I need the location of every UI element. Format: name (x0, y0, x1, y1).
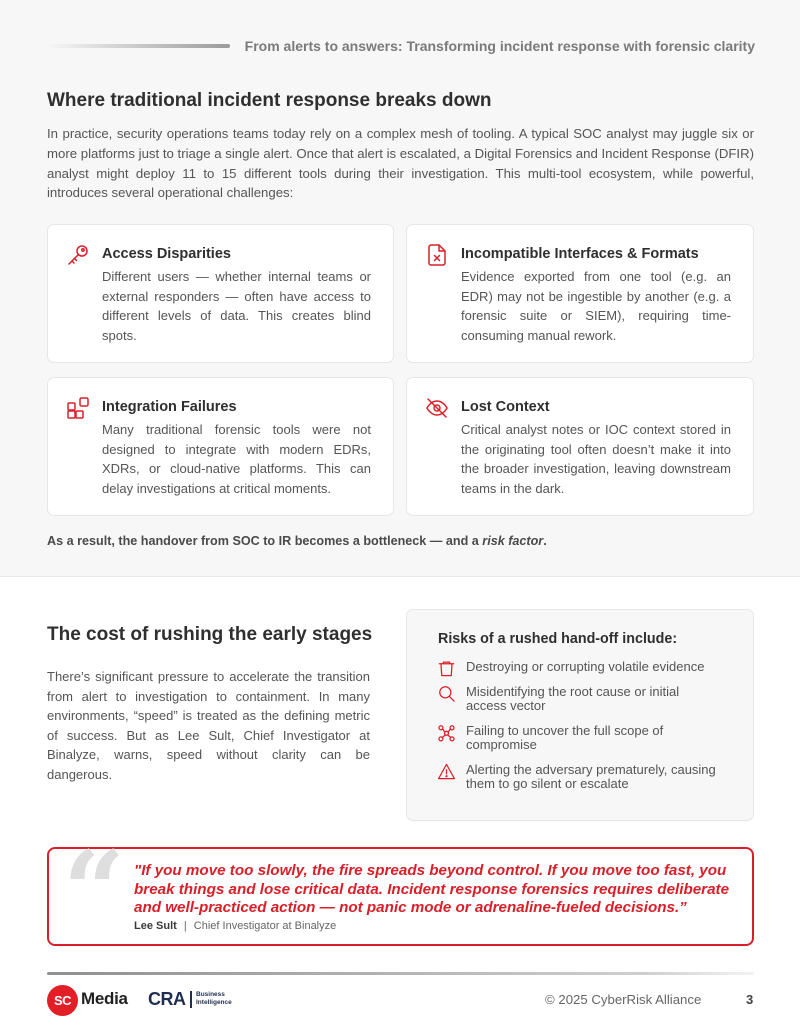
cra-logo-subtitle (196, 991, 256, 1006)
cra-sub-line-1: Business (196, 991, 225, 998)
page-number: 3 (746, 992, 754, 1007)
risk-text: Misidentifying the root cause or initial access vector (466, 683, 680, 713)
card-title: Incompatible Interfaces & Formats (461, 246, 699, 262)
eye-off-icon (425, 396, 449, 420)
result-statement (47, 534, 547, 548)
challenge-card-access (47, 224, 394, 363)
risk-text: Failing to uncover the full scope of compromise (466, 722, 664, 752)
challenge-card-formats (406, 224, 754, 363)
risks-title: Risks of a rushed hand-off include: (438, 631, 678, 647)
result-text: As a result, the handover from SOC to IR becomes a bottleneck — and a (47, 534, 483, 548)
card-body: Evidence exported from one tool (e.g. an EDR) may not be ingestible by another (e.g. a forensic suite or SIEM), requiring time-consuming manual rework. (461, 269, 731, 344)
header-rule (47, 44, 230, 48)
challenge-card-integration (47, 377, 394, 516)
search-icon (437, 684, 456, 703)
risk-text: Alerting the adversary prematurely, causing them to go silent or escalate (466, 761, 716, 791)
card-title: Lost Context (461, 399, 550, 415)
quote-attribution (134, 920, 336, 932)
cra-logo: CRA (148, 989, 186, 1009)
section-heading: Where traditional incident response breaks down (47, 90, 492, 111)
risk-item (437, 763, 722, 792)
key-icon (66, 243, 90, 267)
pull-quote (47, 828, 754, 954)
intro-paragraph: In practice, security operations teams today rely on a complex mesh of tooling. A typical SOC analyst may juggle six or more platforms just to triage a single alert. Once that alert is escalated, a Digital Forensics and Incident Response (DFIR) analyst might deploy 11 to 15 different tools during their investigation. This multi-tool ecosystem, while powerful, introduces several operational challenges: (47, 126, 754, 201)
card-body: Critical analyst notes or IOC context stored in the originating tool often doesn’t make it into the broader investigation, leaving downstream teams in the dark. (461, 422, 731, 497)
cost-paragraph: There’s significant pressure to accelerate the transition from alert to investigation to containment. In many environments, “speed” is treated as the defining metric of success. But as Lee Sult, Chief Investigator at Binalyze, warns, speed without clarity can be dangerous. (47, 669, 370, 782)
file-error-icon (425, 243, 449, 267)
risk-item (437, 724, 695, 753)
risk-item (437, 685, 707, 714)
running-header: From alerts to answers: Transforming incident response with forensic clarity (244, 38, 755, 54)
warning-icon (437, 762, 456, 781)
trash-icon (437, 659, 456, 678)
risks-panel (406, 609, 754, 821)
quote-mark-icon: “ (63, 828, 126, 954)
cra-logo-divider (190, 991, 192, 1008)
sc-media-logo: SC (47, 985, 78, 1016)
footer-rule (47, 972, 754, 975)
card-body: Many traditional forensic tools were not designed to integrate with modern EDRs, XDRs, or cloud-native platforms. This can delay investigations at critical moments. (102, 422, 371, 497)
cra-sub-line-2: Intelligence (196, 998, 232, 1006)
challenge-card-context (406, 377, 754, 516)
card-title: Integration Failures (102, 399, 237, 415)
copyright: © 2025 CyberRisk Alliance (545, 992, 702, 1007)
card-body: Different users — whether internal teams or external responders — often have access to different levels of data. This creates blind spots. (102, 269, 371, 344)
quote-text: "If you move too slowly, the fire spreads beyond control. If you move too fast, you break things and lose critical data. Incident response forensics requires deliberate and well-practiced action — not panic mode or adrenaline-fueled decisions.” (134, 862, 730, 917)
result-emphasis: risk factor (482, 534, 544, 548)
route-icon (437, 723, 456, 742)
section-heading-cost: The cost of rushing the early stages (47, 624, 373, 645)
modules-icon (66, 396, 90, 420)
section-divider (0, 576, 800, 577)
quote-author: Lee Sult (134, 920, 177, 932)
quote-role: Chief Investigator at Binalyze (193, 920, 337, 932)
risk-item (437, 660, 707, 675)
risk-text: Destroying or corrupting volatile evidence (466, 659, 705, 674)
risks-list (437, 660, 737, 792)
sc-media-wordmark: Media (81, 989, 128, 1008)
card-title: Access Disparities (102, 246, 231, 262)
quote-separator: | (183, 920, 187, 932)
result-end: . (543, 534, 547, 548)
